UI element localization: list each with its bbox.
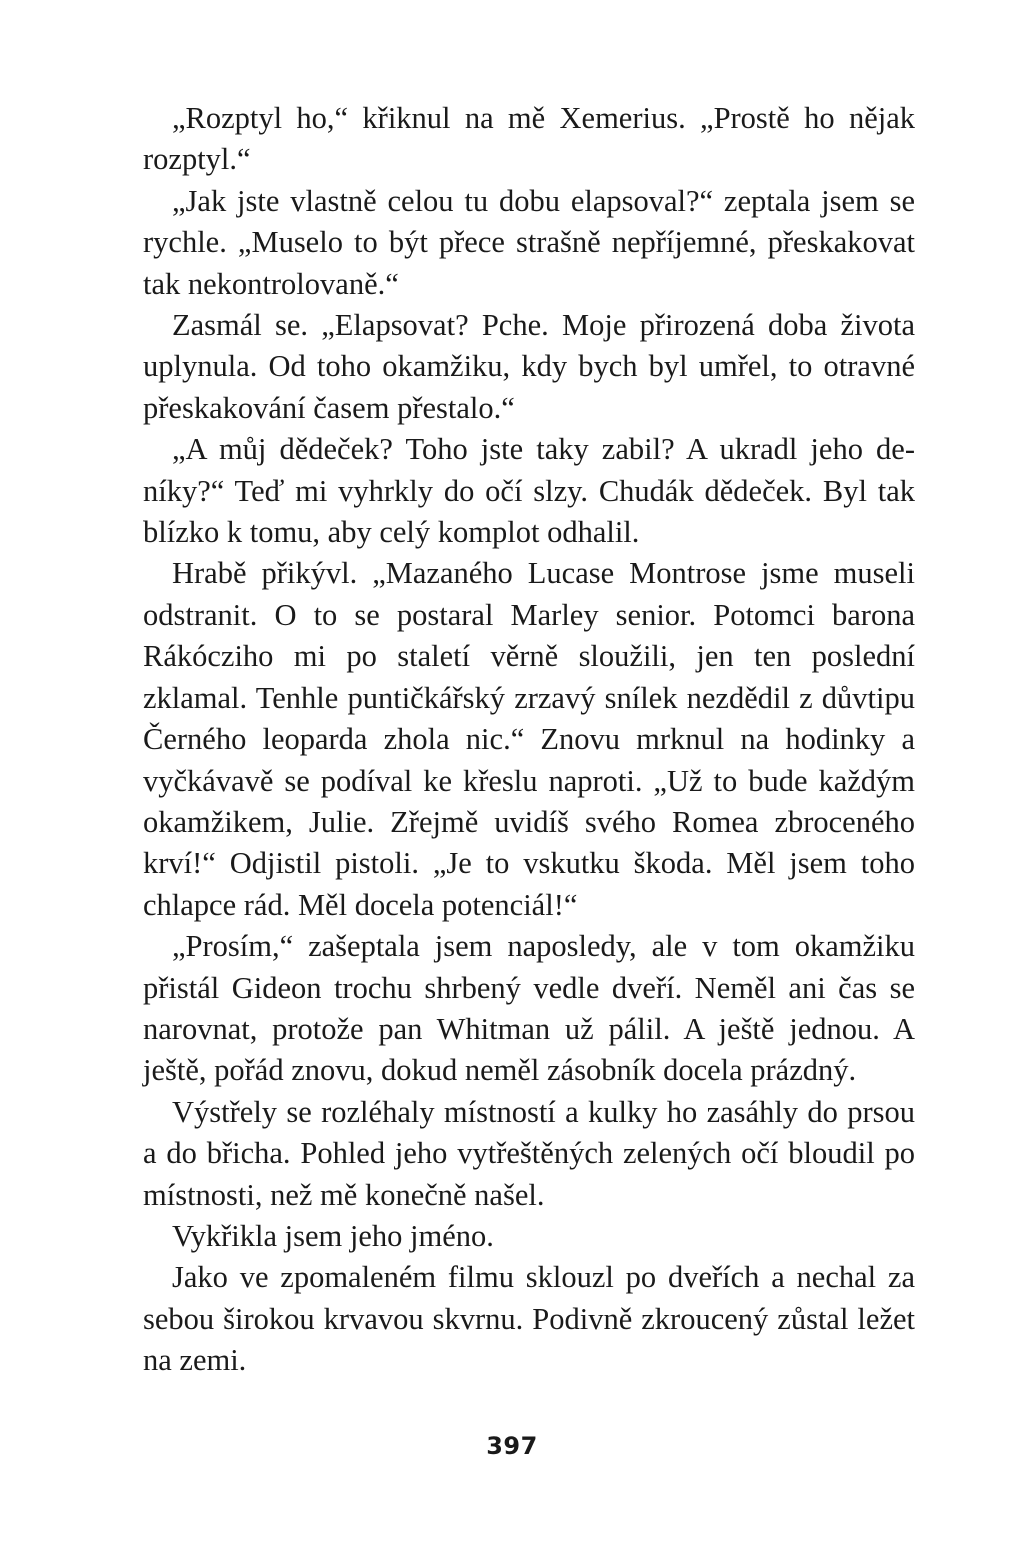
paragraph: „A můj dědeček? Toho jste taky zabil? A ukradl jeho deníky?“ Teď mi vyhrkly do očí slzy. Chudák dědeček. Byl tak blízko k tomu, aby celý komplot odhalil.	[143, 432, 915, 550]
paragraph: Jako ve zpomaleném filmu sklouzl po dveřích a nechal za sebou širokou krvavou skvrnu. Podivně zkroucený zůstal ležet na zemi.	[143, 1260, 915, 1378]
paragraph: Vykřikla jsem jeho jméno.	[172, 1218, 494, 1253]
paragraph: Zasmál se. „Elapsovat? Pche. Moje přirozená doba života uplynula. Od toho okamžiku, kdy bych byl umřel, to otravné přeskakování časem přestalo.“	[143, 308, 915, 425]
paragraph: Hrabě přikývl. „Mazaného Lucase Montrose jsme museli odstranit. O to se postaral Marley senior. Potomci barona Rákócziho mi po staletí věrně sloužili, jen ten poslední zklamal. Tenhle puntičkářský zrzavý snílek nezdědil z důvtipu Černého leoparda zhola nic.“ Znovu mrknul na hodinky a vyčkávavě se podíval ke křeslu naproti. „Už to bude každým okamžikem, Julie. Zřejmě uvidíš svého Romea zbroceného krví!“ Odjistil pistoli. „Je to vskutku škoda. Měl jsem toho chlapce rád. Měl docela potenciál!“	[143, 556, 915, 922]
paragraph: „Rozptyl ho,“ křiknul na mě Xemerius. „Prostě ho nějak rozptyl.“	[143, 101, 915, 177]
paragraph: Výstřely se rozléhaly místností a kulky ho zasáhly do prsou a do břicha. Pohled jeho vytřeštěných zelených očí bloudil po místnosti, než mě konečně našel.	[143, 1094, 915, 1212]
paragraph: „Prosím,“ zašeptala jsem naposledy, ale v tom okamžiku přistál Gideon trochu shrbený vedle dveří. Neměl ani čas se narovnat, protože pan Whitman už pálil. A ještě jednou. A ještě, pořád znovu, dokud neměl zásobník docela prázdný.	[143, 929, 915, 1088]
page-number: 397	[486, 1432, 538, 1460]
body-text	[143, 98, 915, 1382]
paragraph: „Jak jste vlastně celou tu dobu elapsoval?“ zeptala jsem se rychle. „Muselo to být přece strašně nepříjemné, přeskakovat tak nekontrolovaně.“	[143, 183, 915, 301]
